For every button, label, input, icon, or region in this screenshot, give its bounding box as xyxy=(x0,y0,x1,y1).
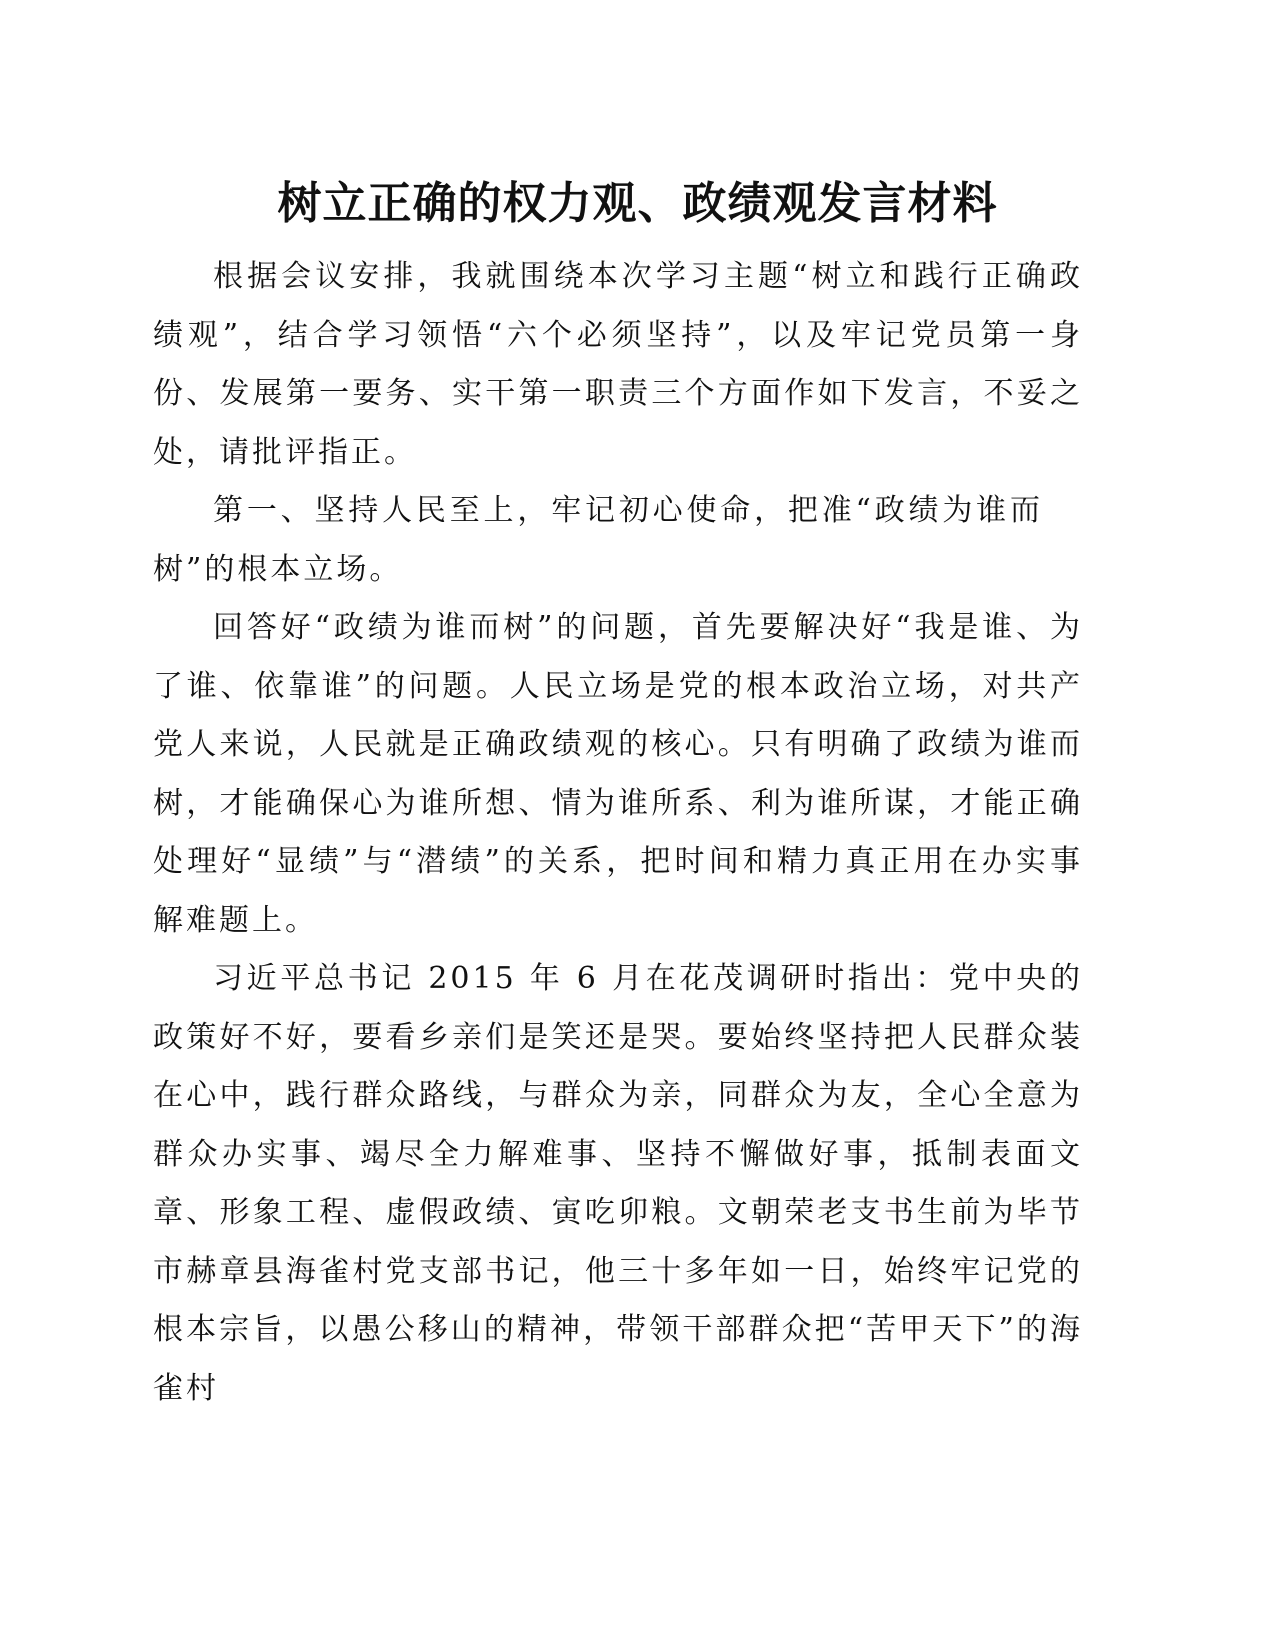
paragraph-intro: 根据会议安排，我就围绕本次学习主题“树立和践行正确政绩观”，结合学习领悟“六个必须坚持”，以及牢记党员第一身份、发展第一要务、实干第一职责三个方面作如下发言，不妥之处，请批评指正。 xyxy=(153,259,1083,470)
paragraph-people-stance: 回答好“政绩为谁而树”的问题，首先要解决好“我是谁、为了谁、依靠谁”的问题。人民立场是党的根本政治立场，对共产党人来说，人民就是正确政绩观的核心。只有明确了政绩为谁而树，才能确保心为谁所想、情为谁所系、利为谁所谋，才能正确处理好“显绩”与“潜绩”的关系，把时间和精力真正用在办实事解难题上。 xyxy=(153,610,1083,938)
document-title: 树立正确的权力观、政绩观发言材料 xyxy=(277,178,998,229)
document-body xyxy=(153,248,1083,1418)
paragraph-section-heading: 第一、坚持人民至上，牢记初心使命，把准“政绩为谁而树”的根本立场。 xyxy=(153,493,1043,587)
paragraph-huamao-visit: 习近平总书记 2015 年 6 月在花茂调研时指出：党中央的政策好不好，要看乡亲们是笑还是哭。要始终坚持把人民群众装在心中，践行群众路线，与群众为亲，同群众为友，全心全意为群众办实事、竭尽全力解难事、坚持不懈做好事，抵制表面文章、形象工程、虚假政绩、寅吃卯粮。文朝荣老支书生前为毕节市赫章县海雀村党支部书记，他三十多年如一日，始终牢记党的根本宗旨，以愚公移山的精神，带领干部群众把“苦甲天下”的海雀村 xyxy=(153,961,1083,1406)
